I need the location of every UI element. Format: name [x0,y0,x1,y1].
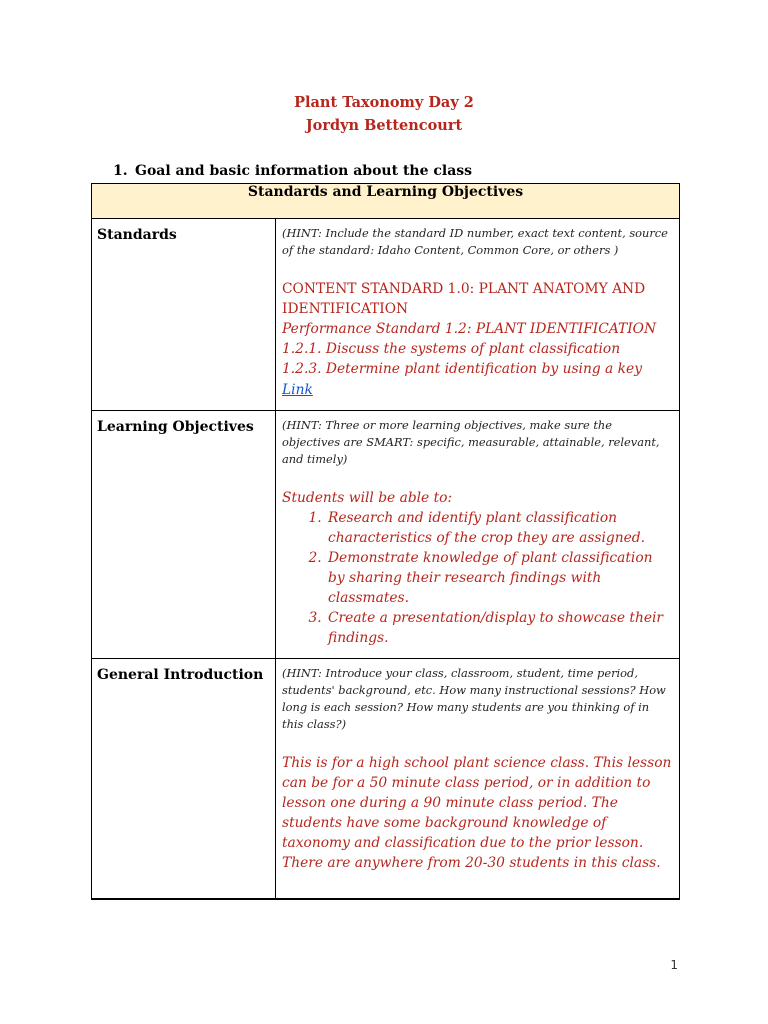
general-introduction-label: General Introduction [97,667,264,683]
content-standard: CONTENT STANDARD 1.0: PLANT ANATOMY AND IDENTIFICATION [282,281,646,317]
standards-hint: (HINT: Include the standard ID number, exact text content, source of the standard: Idaho Content, Common Core, or others ) [282,226,668,257]
section-number: 1. [113,163,128,179]
standards-link[interactable]: Link [282,382,313,398]
section-heading [113,163,472,179]
standard-line-1: 1.2.1. Discuss the systems of plant classification [282,341,621,357]
table-row-learning-objectives [92,411,680,659]
table-row-general-introduction [92,659,680,899]
standard-line-2: 1.2.3. Determine plant identification by using a key [282,361,642,377]
general-introduction-body: This is for a high school plant science class. This lesson can be for a 50 minute class period, or in addition to lesson one during a 90 minute class period. The students have some background knowledge of taxonomy and classification due to the prior lesson. There are anywhere from 20-30 students in this class. [282,755,672,871]
list-item: 1. Research and identify plant classification characteristics of the crop they are assigned. [326,508,673,548]
standards-label: Standards [97,227,177,243]
list-item: 2. Demonstrate knowledge of plant classification by sharing their research findings with classmates. [326,548,673,608]
standards-cell [276,219,679,410]
table-row-standards [92,219,680,411]
objectives-list [282,508,673,648]
standards-table [91,183,680,900]
document-title: Plant Taxonomy Day 2 [294,94,474,111]
learning-objectives-hint: (HINT: Three or more learning objectives, make sure the objectives are SMART: specific, measurable, attainable, relevant, and timely) [282,418,660,466]
list-item: 3. Create a presentation/display to showcase their findings. [326,608,673,648]
table-header: Standards and Learning Objectives [92,184,680,219]
page-number: 1 [670,958,678,972]
general-introduction-cell [276,659,679,883]
general-introduction-hint: (HINT: Introduce your class, classroom, student, time period, students' background, etc. How many instructional sessions? How long is each session? How many students are you thinking of in this class?) [282,666,666,731]
section-heading-text: Goal and basic information about the class [135,163,473,179]
performance-standard: Performance Standard 1.2: PLANT IDENTIFICATION [282,321,657,337]
learning-objectives-cell [276,411,679,658]
objectives-intro: Students will be able to: [282,490,453,506]
author-name: Jordyn Bettencourt [305,117,463,134]
learning-objectives-label: Learning Objectives [97,419,254,435]
